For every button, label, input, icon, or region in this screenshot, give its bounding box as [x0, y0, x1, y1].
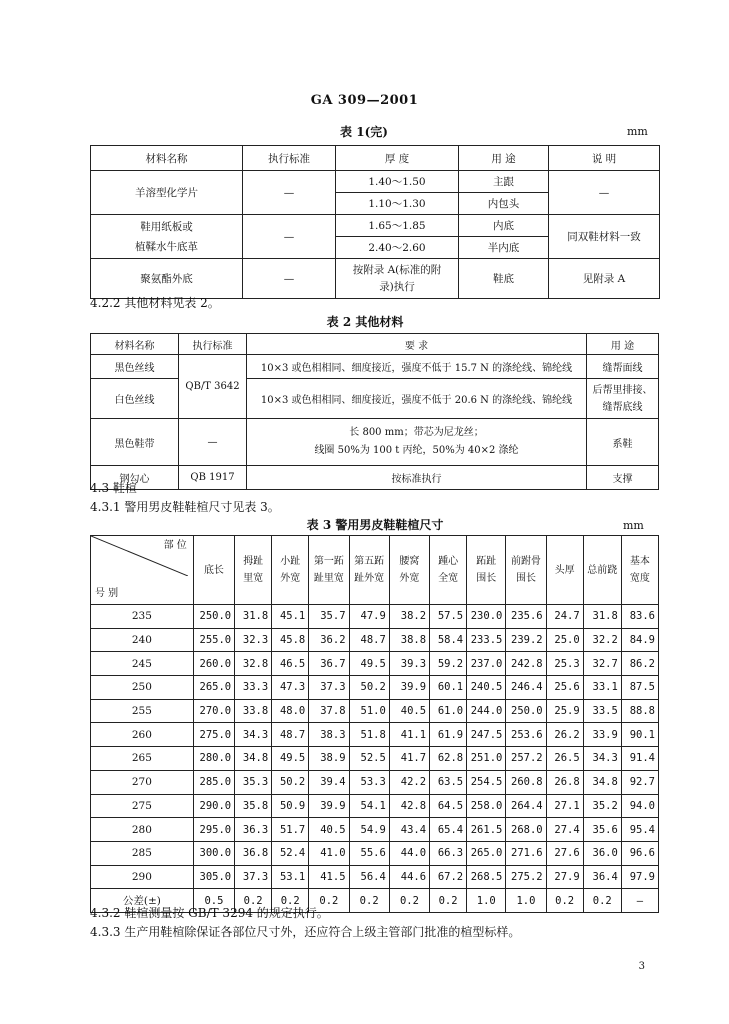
table3-cell: 27.4	[546, 818, 583, 842]
table3-cell: 0.2	[430, 889, 467, 913]
table1-cell: 2.40～2.60	[336, 237, 459, 259]
table3-header-cell: 跖趾 围长	[467, 536, 506, 605]
table-row	[91, 865, 659, 889]
table3-cell: 0.2	[272, 889, 309, 913]
table3-cell: 280.0	[193, 747, 234, 771]
table3-cell: 36.7	[309, 652, 349, 676]
table3-cell: 253.6	[506, 723, 546, 747]
table3-cell: 84.9	[621, 628, 658, 652]
table3-cell: 40.5	[309, 818, 349, 842]
table3-cell: 275.2	[506, 865, 546, 889]
table3-cell: 38.2	[389, 605, 429, 629]
table3-cell: 53.3	[349, 770, 389, 794]
table3-cell: 0.2	[349, 889, 389, 913]
table3-cell: 41.5	[309, 865, 349, 889]
section-4-3: 4.3 鞋楦	[90, 481, 137, 495]
table-row	[91, 794, 659, 818]
table3-cell: 50.2	[349, 676, 389, 700]
table3-header-cell: 基本 宽度	[621, 536, 658, 605]
table3-cell: 39.9	[309, 794, 349, 818]
table-row	[91, 652, 659, 676]
table3-cell: 242.8	[506, 652, 546, 676]
table3-cell: 36.8	[235, 841, 272, 865]
table3-cell: 33.9	[583, 723, 621, 747]
table3-cell: 49.5	[349, 652, 389, 676]
table3-cell: 42.2	[389, 770, 429, 794]
table3-cell: 233.5	[467, 628, 506, 652]
table3-cell: 24.7	[546, 605, 583, 629]
table3-cell: 0.2	[235, 889, 272, 913]
table3-cell: 260.0	[193, 652, 234, 676]
table2-cell: 黑色鞋带	[91, 419, 179, 466]
table3-header-cell: 底长	[193, 536, 234, 605]
table3-unit: mm	[623, 519, 644, 532]
table3-cell: 240	[91, 628, 194, 652]
table3-cell: 33.8	[235, 699, 272, 723]
table3-cell: 48.7	[272, 723, 309, 747]
table3-cell: 35.8	[235, 794, 272, 818]
table3-cell: 235	[91, 605, 194, 629]
table3-cell: 0.2	[546, 889, 583, 913]
table3-cell: 42.8	[389, 794, 429, 818]
page-number: 3	[638, 961, 645, 972]
table3-cell: 270	[91, 770, 194, 794]
table3-cell: 1.0	[467, 889, 506, 913]
table3-cell: 38.3	[309, 723, 349, 747]
table1-header-cell: 执行标准	[243, 146, 336, 171]
table3-cell: 251.0	[467, 747, 506, 771]
table2-header-cell: 要 求	[247, 334, 587, 355]
table2-cell: 缝帮面线	[587, 355, 659, 379]
table3-cell: 88.8	[621, 699, 658, 723]
table1-cell: 鞋底	[459, 259, 549, 299]
table3-cell: 265.0	[193, 676, 234, 700]
table3-cell: 41.0	[309, 841, 349, 865]
table3-cell: 25.3	[546, 652, 583, 676]
table1-header-cell: 用 途	[459, 146, 549, 171]
table-row	[91, 747, 659, 771]
table2-cell: 支撑	[587, 466, 659, 490]
table3-cell: 265	[91, 747, 194, 771]
table2-header-cell: 执行标准	[179, 334, 247, 355]
section-4-3-1: 4.3.1 警用男皮鞋鞋楦尺寸见表 3。	[90, 500, 280, 514]
table3-cell: 300.0	[193, 841, 234, 865]
table3-cell: 260.8	[506, 770, 546, 794]
table3-cell: 46.5	[272, 652, 309, 676]
table1-cell: 鞋用纸板或 植鞣水牛底革	[91, 215, 243, 259]
table1-cell: 按附录 A(标准的附 录)执行	[336, 259, 459, 299]
table3-cell: 49.5	[272, 747, 309, 771]
table3-cell: 254.5	[467, 770, 506, 794]
table-row	[91, 818, 659, 842]
table3-cell: 86.2	[621, 652, 658, 676]
table3-cell: 271.6	[506, 841, 546, 865]
table3-cell: 240.5	[467, 676, 506, 700]
table3-cell: 0.2	[389, 889, 429, 913]
table3-cell: —	[621, 889, 658, 913]
table3-cell: 255.0	[193, 628, 234, 652]
table3-cell: 280	[91, 818, 194, 842]
table3-cell: 290.0	[193, 794, 234, 818]
table3-cell: 91.4	[621, 747, 658, 771]
table3-cell: 48.7	[349, 628, 389, 652]
table3-cell: 37.8	[309, 699, 349, 723]
table3-cell: 244.0	[467, 699, 506, 723]
table3-cell: 37.3	[309, 676, 349, 700]
table3-cell: 36.0	[583, 841, 621, 865]
table3-cell: 25.0	[546, 628, 583, 652]
table3-cell: 25.9	[546, 699, 583, 723]
table3-cell: 34.3	[583, 747, 621, 771]
table3-cell: 268.5	[467, 865, 506, 889]
table3-cell: 38.8	[389, 628, 429, 652]
table3-caption: 表 3 警用男皮鞋鞋楦尺寸	[306, 518, 444, 532]
table3-cell: 52.4	[272, 841, 309, 865]
table1-cell: 内底	[459, 215, 549, 237]
table3-cell: 31.8	[235, 605, 272, 629]
table3-cell: 35.2	[583, 794, 621, 818]
table2	[90, 333, 659, 490]
table3-cell: 36.3	[235, 818, 272, 842]
table3-cell: 239.2	[506, 628, 546, 652]
table2-cell: 长 800 mm；带芯为尼龙丝； 线圈 50%为 100 t 丙纶，50%为 40×2 涤纶	[247, 419, 587, 466]
table3-cell: 33.1	[583, 676, 621, 700]
table1-cell: 羊溶型化学片	[91, 171, 243, 215]
table3-cell: 45.8	[272, 628, 309, 652]
section-4-2-2: 4.2.2 其他材料见表 2。	[90, 296, 220, 310]
table3-cell: 47.3	[272, 676, 309, 700]
table3-header-cell: 拇趾 里宽	[235, 536, 272, 605]
table1-cell: 内包头	[459, 193, 549, 215]
table2-cell: 按标准执行	[247, 466, 587, 490]
table3-cell: 285.0	[193, 770, 234, 794]
table3-cell: 0.2	[583, 889, 621, 913]
table3-cell: 0.5	[193, 889, 234, 913]
table1-cell: 见附录 A	[549, 259, 660, 299]
table2-header-cell: 用 途	[587, 334, 659, 355]
table3-cell: 34.8	[235, 747, 272, 771]
table3-header-cell: 头厚	[546, 536, 583, 605]
table2-cell: 黑色丝线	[91, 355, 179, 379]
table3-cell: 41.7	[389, 747, 429, 771]
table3-cell: 290	[91, 865, 194, 889]
table3-corner-cell	[91, 536, 194, 605]
table3-cell: 66.3	[430, 841, 467, 865]
table1-cell: 1.65～1.85	[336, 215, 459, 237]
table-row	[91, 605, 659, 629]
table1-cell: —	[243, 171, 336, 215]
table2-caption: 表 2 其他材料	[326, 315, 404, 329]
table3-header-cell: 总前跷	[583, 536, 621, 605]
table3-cell: 35.7	[309, 605, 349, 629]
table3-cell: 295.0	[193, 818, 234, 842]
table3-cell: 230.0	[467, 605, 506, 629]
table3-cell: 261.5	[467, 818, 506, 842]
table3-cell: 268.0	[506, 818, 546, 842]
table-row	[91, 676, 659, 700]
doc-header: GA 309—2001	[310, 93, 419, 108]
table3-cell: 33.5	[583, 699, 621, 723]
table2-cell: 系鞋	[587, 419, 659, 466]
table2-cell: 白色丝线	[91, 379, 179, 419]
table3-cell: 54.9	[349, 818, 389, 842]
table3-cell: 95.4	[621, 818, 658, 842]
table1-header-cell: 厚 度	[336, 146, 459, 171]
table1-cell: —	[243, 259, 336, 299]
table2-cell: —	[179, 419, 247, 466]
table3-cell: 96.6	[621, 841, 658, 865]
table1-cell: 聚氨酯外底	[91, 259, 243, 299]
table2-cell: 10×3 或色相相同、细度接近，强度不低于 15.7 N 的涤纶线、锦纶线	[247, 355, 587, 379]
table3-cell: 34.3	[235, 723, 272, 747]
table2-cell: QB/T 3642	[179, 355, 247, 419]
table1-header-cell: 材料名称	[91, 146, 243, 171]
table3-cell: 36.4	[583, 865, 621, 889]
table3-cell: 47.9	[349, 605, 389, 629]
table3-cell: 51.0	[349, 699, 389, 723]
table-row	[91, 723, 659, 747]
table3-cell: 275	[91, 794, 194, 818]
table3-cell: 87.5	[621, 676, 658, 700]
table3-cell: 37.3	[235, 865, 272, 889]
table3-cell: 36.2	[309, 628, 349, 652]
table-row	[91, 699, 659, 723]
table3-cell: 250	[91, 676, 194, 700]
table3-cell: 305.0	[193, 865, 234, 889]
table3-header-cell: 前跗骨 围长	[506, 536, 546, 605]
table3	[90, 535, 659, 913]
table3-cell: 27.6	[546, 841, 583, 865]
table3-cell: 32.7	[583, 652, 621, 676]
table3-cell: 265.0	[467, 841, 506, 865]
table3-cell: 61.0	[430, 699, 467, 723]
corner-label-top: 部 位	[163, 540, 187, 551]
table3-cell: 92.7	[621, 770, 658, 794]
table3-cell: 55.6	[349, 841, 389, 865]
table3-cell: 39.4	[309, 770, 349, 794]
table1	[90, 145, 660, 299]
table1-unit: mm	[627, 125, 648, 138]
table2-header-cell: 材料名称	[91, 334, 179, 355]
table3-cell: 32.2	[583, 628, 621, 652]
table1-cell: 1.10～1.30	[336, 193, 459, 215]
table3-cell: 51.7	[272, 818, 309, 842]
table3-cell: 257.2	[506, 747, 546, 771]
table3-cell: 58.4	[430, 628, 467, 652]
table3-header-cell: 第五跖 趾外宽	[349, 536, 389, 605]
table3-cell: 59.2	[430, 652, 467, 676]
table3-cell: 43.4	[389, 818, 429, 842]
table3-cell: 97.9	[621, 865, 658, 889]
table3-cell: 38.9	[309, 747, 349, 771]
section-4-3-3: 4.3.3 生产用鞋楦除保证各部位尺寸外，还应符合上级主管部门批准的楦型标样。	[90, 925, 521, 939]
table3-cell: 235.6	[506, 605, 546, 629]
table2-cell: 钢勾心	[91, 466, 179, 490]
table3-header-cell: 踵心 全宽	[430, 536, 467, 605]
table3-cell: 53.1	[272, 865, 309, 889]
table3-cell: 1.0	[506, 889, 546, 913]
table-row	[91, 628, 659, 652]
table2-cell: 后帮里排接、 缝帮底线	[587, 379, 659, 419]
table1-cell: —	[243, 215, 336, 259]
table3-cell: 250.0	[193, 605, 234, 629]
table3-cell: 48.0	[272, 699, 309, 723]
table3-cell: 40.5	[389, 699, 429, 723]
table3-cell: 63.5	[430, 770, 467, 794]
table3-cell: 56.4	[349, 865, 389, 889]
table-row	[91, 841, 659, 865]
table3-cell: 62.8	[430, 747, 467, 771]
table1-cell: 1.40～1.50	[336, 171, 459, 193]
table3-cell: 25.6	[546, 676, 583, 700]
table3-cell: 31.8	[583, 605, 621, 629]
table3-cell: 60.1	[430, 676, 467, 700]
table3-cell: 258.0	[467, 794, 506, 818]
table3-cell: 51.8	[349, 723, 389, 747]
table3-cell: 44.0	[389, 841, 429, 865]
table3-cell: 50.2	[272, 770, 309, 794]
table1-header-cell: 说 明	[549, 146, 660, 171]
table1-caption: 表 1(完)	[340, 125, 388, 139]
table3-cell: 41.1	[389, 723, 429, 747]
table3-cell: 0.2	[309, 889, 349, 913]
table3-cell: 255	[91, 699, 194, 723]
table1-cell: —	[549, 171, 660, 215]
table3-cell: 39.3	[389, 652, 429, 676]
table3-cell: 64.5	[430, 794, 467, 818]
table3-cell: 246.4	[506, 676, 546, 700]
table1-cell: 半内底	[459, 237, 549, 259]
table3-cell: 61.9	[430, 723, 467, 747]
table3-cell: 26.2	[546, 723, 583, 747]
table3-header-cell: 腰窝 外宽	[389, 536, 429, 605]
table3-cell: 26.5	[546, 747, 583, 771]
table3-cell: 245	[91, 652, 194, 676]
table3-cell: 54.1	[349, 794, 389, 818]
table-row	[91, 770, 659, 794]
section-4-3-2: 4.3.2 鞋楦测量按 GB/T 3294 的规定执行。	[90, 906, 329, 920]
table3-cell: 264.4	[506, 794, 546, 818]
table3-cell: 35.6	[583, 818, 621, 842]
table2-cell: 10×3 或色相相同、细度接近，强度不低于 20.6 N 的涤纶线、锦纶线	[247, 379, 587, 419]
table3-cell: 27.9	[546, 865, 583, 889]
table1-cell: 同双鞋材料一致	[549, 215, 660, 259]
table3-body	[91, 605, 659, 913]
table3-cell: 285	[91, 841, 194, 865]
table3-cell: 39.9	[389, 676, 429, 700]
table3-cell: 90.1	[621, 723, 658, 747]
table3-cell: 52.5	[349, 747, 389, 771]
table3-cell: 公差(±)	[91, 889, 194, 913]
table3-cell: 45.1	[272, 605, 309, 629]
table3-cell: 65.4	[430, 818, 467, 842]
table3-cell: 275.0	[193, 723, 234, 747]
table3-cell: 57.5	[430, 605, 467, 629]
table3-cell: 270.0	[193, 699, 234, 723]
table3-cell: 26.8	[546, 770, 583, 794]
table3-cell: 33.3	[235, 676, 272, 700]
table3-cell: 94.0	[621, 794, 658, 818]
table3-header-cell: 小趾 外宽	[272, 536, 309, 605]
table3-cell: 34.8	[583, 770, 621, 794]
table2-cell: QB 1917	[179, 466, 247, 490]
table3-cell: 35.3	[235, 770, 272, 794]
table3-cell: 260	[91, 723, 194, 747]
table3-cell: 32.8	[235, 652, 272, 676]
corner-label-bottom: 号 别	[95, 588, 119, 599]
table3-cell: 67.2	[430, 865, 467, 889]
table3-cell: 237.0	[467, 652, 506, 676]
table3-cell: 32.3	[235, 628, 272, 652]
table3-cell: 83.6	[621, 605, 658, 629]
table3-header-cell: 第一跖 趾里宽	[309, 536, 349, 605]
table3-cell: 44.6	[389, 865, 429, 889]
table3-cell: 250.0	[506, 699, 546, 723]
table3-cell: 50.9	[272, 794, 309, 818]
table3-cell: 247.5	[467, 723, 506, 747]
table3-cell: 27.1	[546, 794, 583, 818]
table1-cell: 主跟	[459, 171, 549, 193]
